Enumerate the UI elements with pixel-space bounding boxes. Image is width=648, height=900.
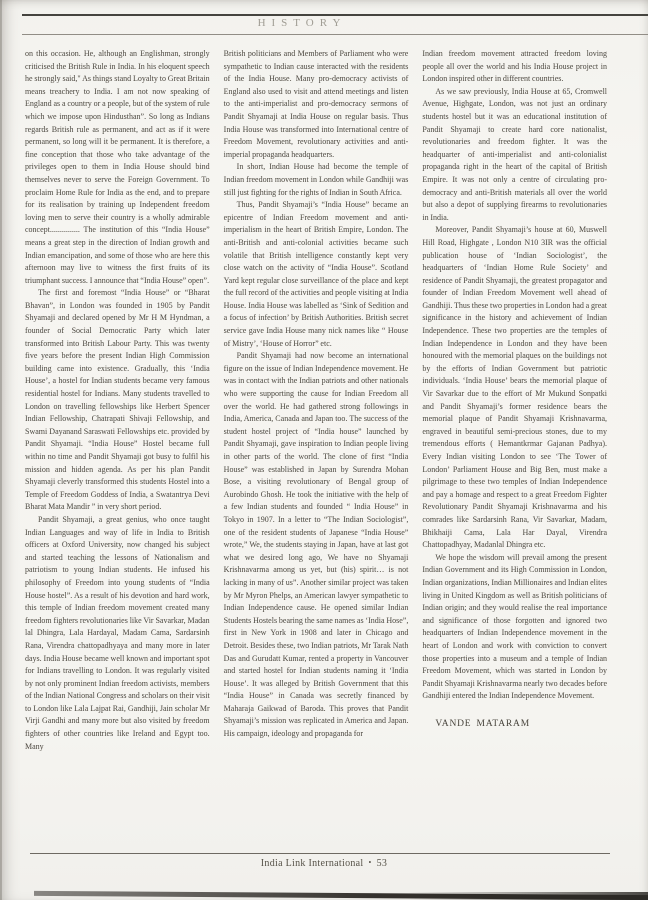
body-paragraph: Pandit Shyamaji had now become an international figure on the issue of Indian Independence movement. He was in contact with the Indian patriots and other nationals who were supporting the cause for Indian Freedom all over the world. He had gathered strong followings in India, America, Canada and Japan too. The success of the student hostel project of “India house” launched by Pandit Shyamaji, gave inspiration to Indian people living in other parts of the world. The clone of first “India House” was established in Japan by Surendra Mohan Bose, a visiting revolutionary of Bengal group of Aurobindo Ghosh. He took the initiative with the help of a few Indian students and founded “ India House” in Tokyo in 1907. In a letter to “The Indian Sociologist”, one of the resident students of Japanese “India House” wrote,” We, the students staying in Japan, have at last got what we desired long ago, We have no Shyamaji Krishnavarma among us yet, but (his) spirit… is not lacking in many of us”. Another similar project was taken by Mr Myron Phelps, an American lawyer sympathetic to Indian Independence cause. He opened similar Indian Students Hostels bearing the same names as ‘India Hose”, first in New York in 1908 and later in Chicago and Detroit. Besides these, two Indian patriots, Mr Tarak Nath Das and Gurudatt Kumar, rented a property in Vancouver and started hostel for Indian students naming it ‘India House’. It was alleged by British Government that this “India House” in Canada was secretly financed by Maharaja Gaikwad of Baroda. This proves that Pandit Shyamaji’s mission was replicated in America and Japan. His campaign, ideology and propaganda for: [223, 351, 409, 739]
scan-edge-left: [0, 0, 2, 900]
article-body: [25, 48, 607, 850]
text-column-3: [422, 48, 607, 850]
body-paragraph: As we saw previously, India House at 65, Cromwell Avenue, Highgate, London, was not just an ordinary students hostel but it was an educational institution of Pandit Shyamaji to create hard core nationalist, revolutionaries and freedom fighter. It was the headquarter of anti-imperialist and anti-colonialist propaganda right in the heart of the capital of British Empire. It was not only a centre of circulating pro-democracy and anti-British materials all over the world but also a depot of supplying firearms to revolutionaries in India.: [422, 86, 608, 222]
text-column-1: [25, 48, 210, 850]
body-paragraph: Thus, Pandit Shyamaji’s “India House” became an epicentre of Indian Freedom movement and anti-imperialism in the heart of British Empire, London. The anti-British and anti-colonial activities became such volatile that British intelligence constantly kept very close watch on the activity of “India House”. Scotland Yard kept regular close surveillance of the place and kept the full record of the activities and people visiting at India House. India House was labelled as ‘Sink of Sedition and a focus of infection’ by British Authorities. British secret service gave India House many nick names like “ House of Mistry’, ‘House of Horror” etc.: [223, 200, 409, 348]
text-column-2: [224, 48, 409, 850]
signature-vande-mataram: VANDE MATARAM: [435, 718, 530, 729]
body-paragraph: Moreover, Pandit Shyamaji’s house at 60, Muswell Hill Road, Highgate , London N10 3IR was the official publication house of ‘Indian Sociologist’, the headquarters of ‘Indian Home Rule Society’ and residence of Pandit Shyamaji, the greatest propagator and founder of Indian Freedom Movement well ahead of Gandhiji. Thus these two properties in London had a great significance in the history and achievement of Indian Independence. These two properties are the temples of Indian Independence in London and they have been honoured with the memorial plaques on the buildings not by the efforts of Indian Government but patriotic individuals. ‘India House’ bears the memorial plaque of Vir Savarkar due to the effort of Mr Mukund Sonpatki and Pandit Shyamaji’s former residence bears the memorial plaque of Pandit Shyamaji Krishnavarma, engraved in beautiful semi-precious stones, due to my tremendous efforts ( Hemantkrmar Gajanan Padhya). Every Indian visiting London to see ‘The Tower of London’ Parliament House and Big Ben, must make a pilgrimage to these two temples of Indian Independence and pay a homage and respect to a great Freedom Fighter Revolutionary Pandit Shyamaji Krishnavarma and his comrades like Sardarsinh Rana, Vir Savarkar, Madam, Bhikhaiji Cama, Lala Har Dayal, Virendra Chattopadhyay, Madanlal Dhingra etc.: [422, 225, 608, 550]
header-rule-bottom: [22, 34, 648, 35]
body-paragraph: Indian freedom movement attracted freedom loving people all over the world and his India House project in London inspired other in different countries.: [422, 49, 608, 84]
body-paragraph: In short, Indian House had become the temple of Indian freedom movement in London while Gandhiji was still just fighting for the rights of Indian in South Africa.: [223, 162, 409, 197]
body-paragraph: British politicians and Members of Parliament who were sympathetic to Indian cause interacted with the residents of the India House. Many pro-democracy activists of England also used to visit and attend meetings and listen to the anti-imperialist and pro-democracy sermons of Pandit Shyamaji at India House on regular basis. Thus India House was transformed into International centre of Freedom Movement, revolutionary activities and anti-imperial propaganda headquarters.: [223, 49, 409, 159]
header-rule-top: [22, 14, 648, 16]
footer-rule: [30, 853, 610, 854]
body-paragraph: We hope the wisdom will prevail among the present Indian Government and its High Commission in London, Indian organizations, Indian Millionaires and Indian elites living in United Kingdom as well as British politicians of Indian origin; and they would realise the real importance and significance of those forgotten and ignored two headquarters of Indian Independence movement in the heart of London and work with conviction to convert those properties into a museum and a temple of Indian Freedom Movement, which was started in London by Pandit Shyamaji Krishnavarma nearly two decades before Gandhiji entered the Indian Independence Movement.: [422, 552, 608, 701]
footer-publication-name: India Link International: [260, 858, 364, 869]
body-paragraph: on this occasion. He, although an Englishman, strongly criticised the British Rule in India. In his eloquent speech he strongly said," As things stand Loyalty to Great Britain means treachery to India. I am not now speaking of England as a country or a people, but of the system of rule which we impose upon Hindusthan”. So long as Indians regards British rule as permanent, and act as if it were permanent, so long will it be permanent. It is therefore, a fine conception that those who take advantage of the privileges open to them in India House should bind themselves never to serve the Foreign Government. To proclaim Home Rule for India as the end, and to prepare for its realisation by training up Independent freedom loving men to serve their country is a wholly admirable concept............... The institution of this “India House” means a great step in the direction of Indian growth and Indian emancipation, and some of those who are here this afternoon may live to witness the first fruits of its triumphant success. I announce that “India House” open”.: [25, 49, 210, 285]
page-footer: [0, 858, 648, 869]
page-header-title: HISTORY: [257, 17, 347, 29]
footer-page-number: 53: [376, 858, 388, 869]
body-paragraph: Pandit Shyamaji, a great genius, who once taught Indian Languages and way of life in India to British officers at Oxford University, now changed his subject and started teaching the lessons of Nationalism and patriotism to young Indian students. He infused his philosophy of Freedom into young students of “India House hostel”. As a result of his devotion and hard work, this temple of Indian freedom movement created many freedom fighters revolutionaries like Vir Savarkar, Madan lal Dhingra, Lala Hardayal, Madam Cama, Sardarsinh Rana, Virendra chattopadhyaya and many more in later days. India House became well known and important spot for Indians travelling to London. It was regularly visited by not only prominent Indian freedom activists, members of the Indian National Congress and scholars on their visit to London like Lala Lajpat Rai, Gandhiji, Jain scholar Mr Virji Gandhi and many more but also visited by freedom fighters of other countries like Ireland and Egypt too. Many: [25, 514, 210, 751]
footer-bullet-separator: •: [368, 858, 372, 867]
body-paragraph: The first and foremost “India House” or “Bharat Bhavan”, in London was founded in 1905 by Pandit Shyamaji and declared opened by Mr H M Hyndman, a founder of Social Democratic Party which later transformed into British Labour Party. This was twenty five years before the present Indian High Commission building came into existence. Gradually, this ‘India House’, a hostel for Indian students became very famous residential hostel for Indians. Many students travelled to London on travelling fellowships like Herbert Spencer Indian Fellowship, Chatrapati Shivaji Fellowship, and Swami Dayanand Saraswati Fellowships etc. provided by Pandit Shyamaji. “India House” Hostel became full within no time and Pandit Shyamaji got busy to fulfil his mission and hidden agenda. As per his plan Pandit Shyamaji cleverly transformed this students Hostel into a Temple of Freedom Goddess of India, a Swatantrya Devi Bharat Mata Mandir ” in very short period.: [25, 288, 210, 512]
scan-edge-bottom-corner: [408, 892, 648, 900]
